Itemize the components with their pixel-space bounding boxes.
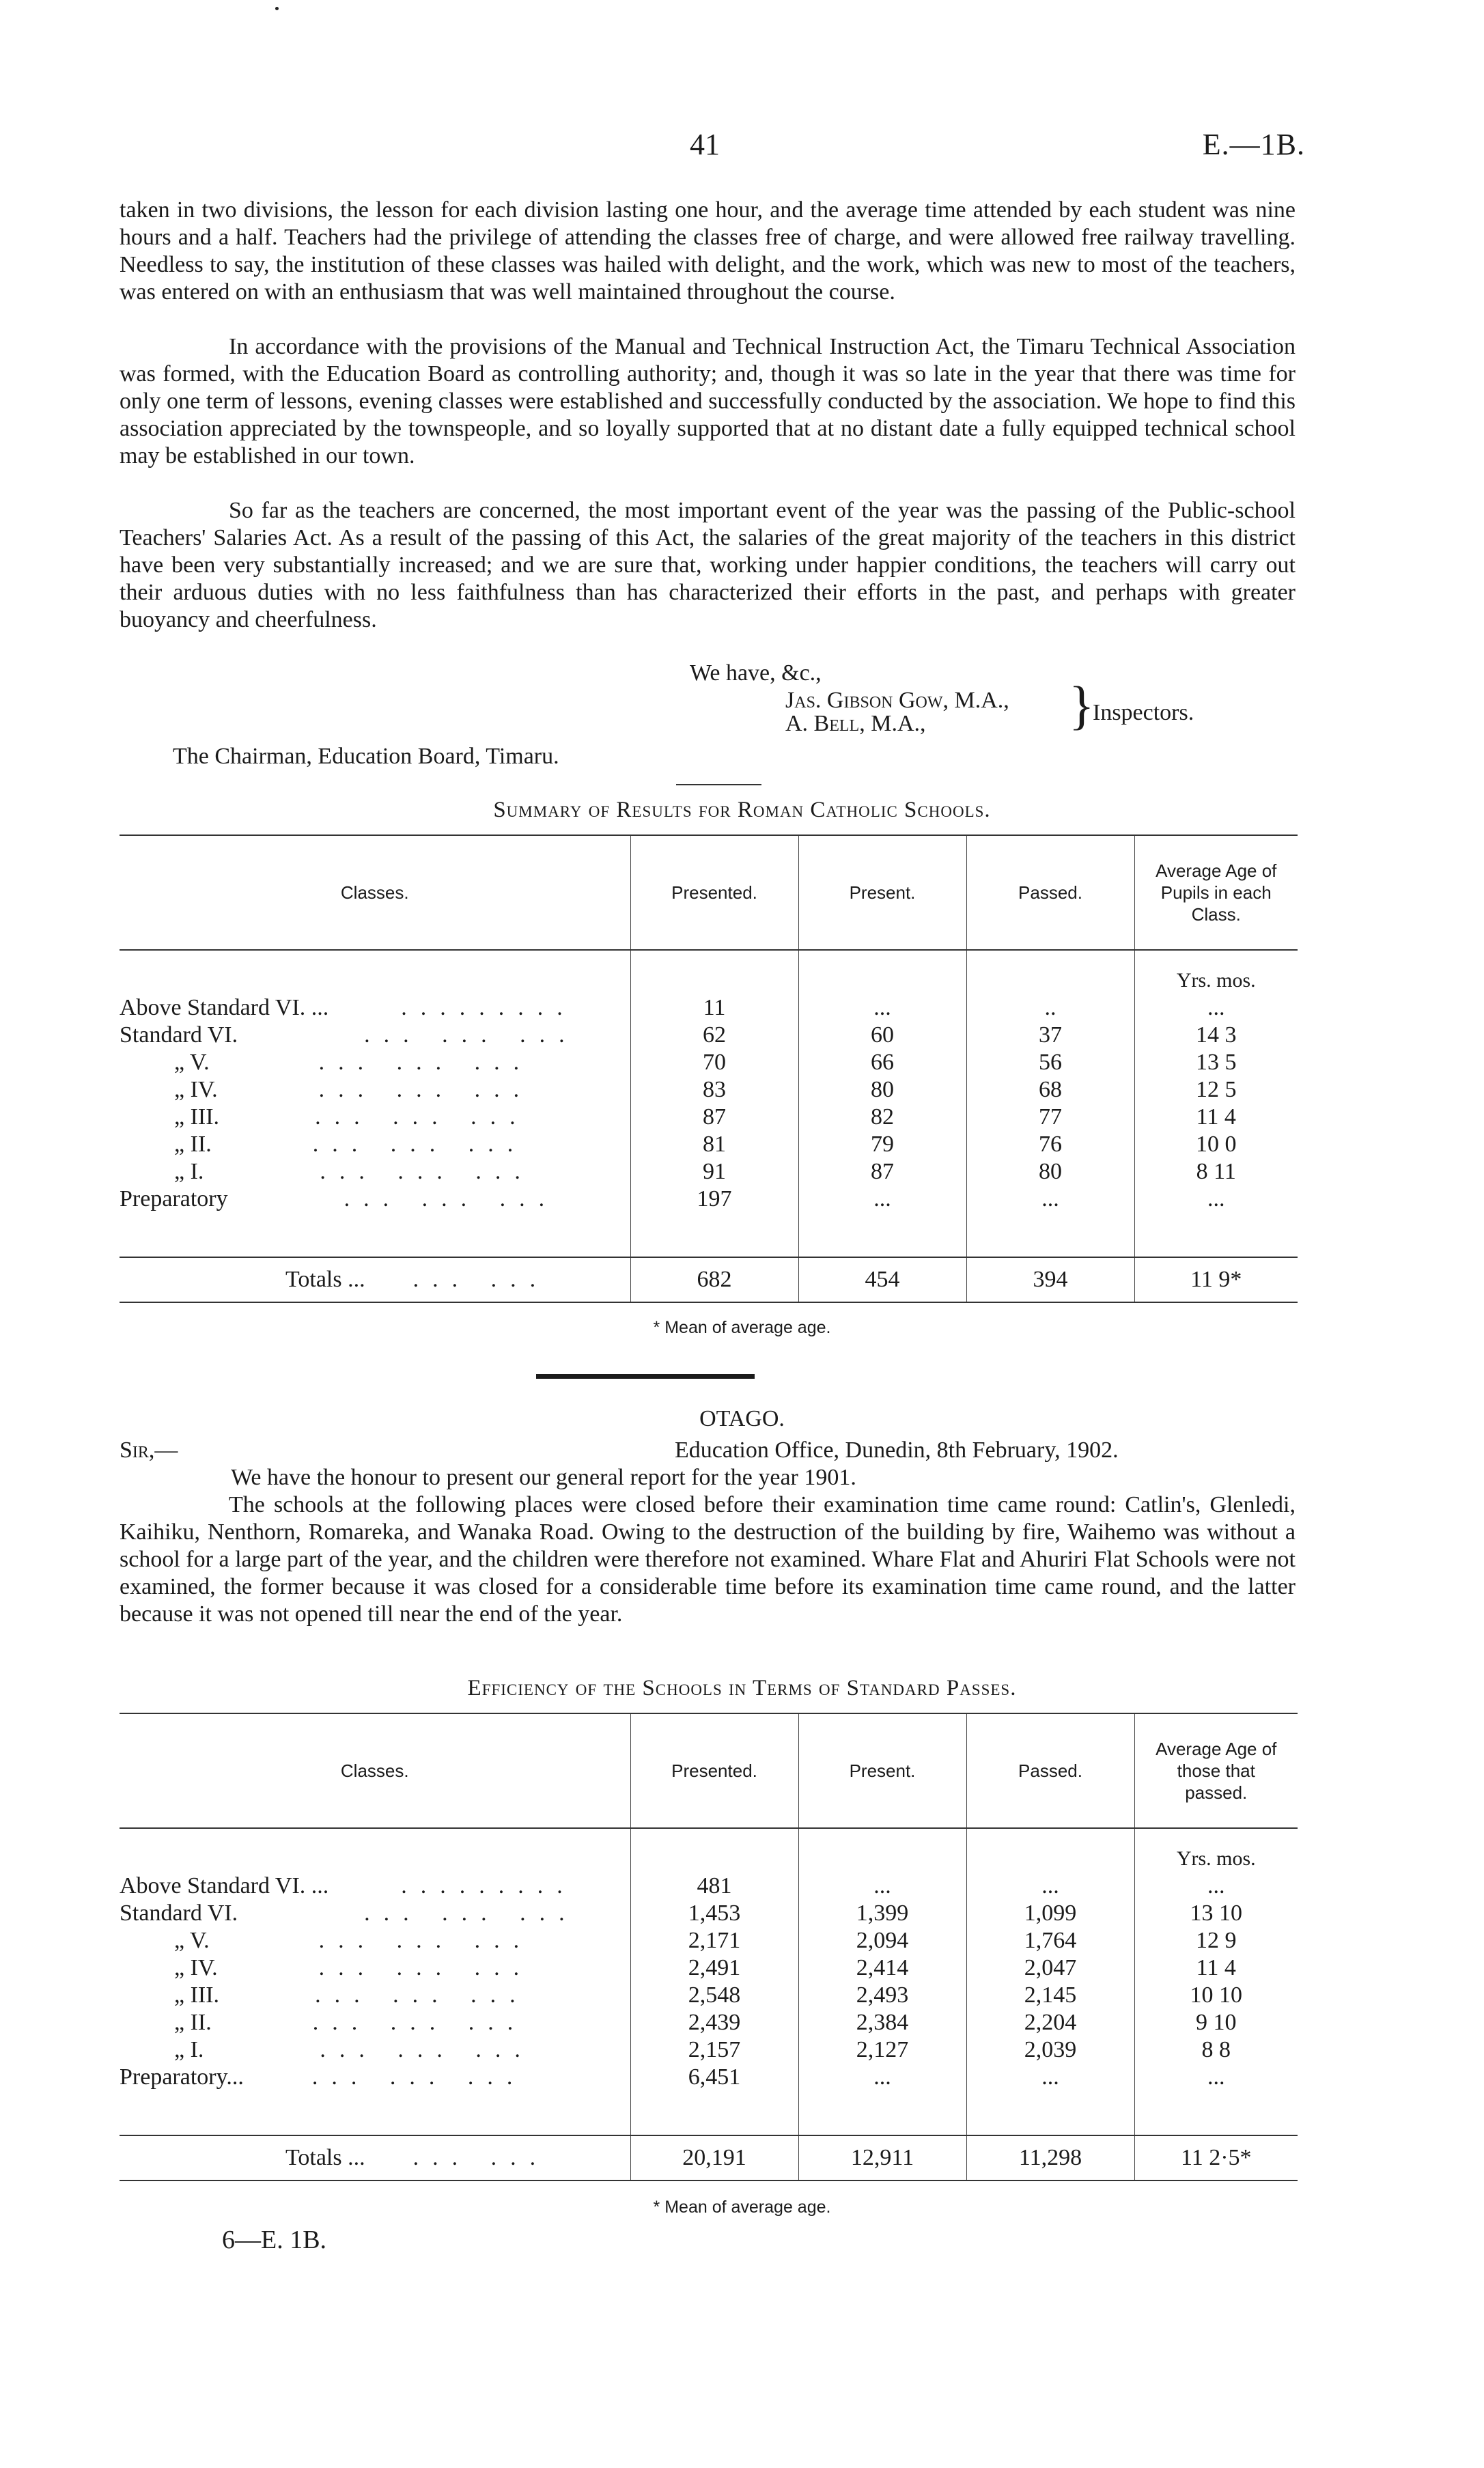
table1-footnote: * Mean of average age. bbox=[653, 1318, 831, 1337]
col-present: Present. bbox=[798, 1713, 966, 1828]
cell-present: 2,414 bbox=[798, 1954, 966, 1982]
cell-present: ... bbox=[798, 1873, 966, 1900]
cell-passed: 2,145 bbox=[966, 1982, 1134, 2009]
totals-row: Totals ... ... ... 682 454 394 11 9* bbox=[120, 1257, 1298, 1302]
cell-age: 9 10 bbox=[1134, 2009, 1298, 2036]
cell-passed: 2,204 bbox=[966, 2009, 1134, 2036]
addressee: The Chairman, Education Board, Timaru. bbox=[173, 744, 559, 769]
cell-present: 2,384 bbox=[798, 2009, 966, 2036]
dateline: Education Office, Dunedin, 8th February, 1902. bbox=[675, 1438, 1119, 1463]
row-label: „ I. bbox=[174, 1159, 204, 1184]
cell-passed: 37 bbox=[966, 1022, 1134, 1049]
row-label: „ II. bbox=[174, 2010, 212, 2035]
cell-passed: 1,099 bbox=[966, 1900, 1134, 1927]
cell-age: 8 8 bbox=[1134, 2036, 1298, 2064]
cell-passed: 68 bbox=[966, 1076, 1134, 1104]
cell-present: 66 bbox=[798, 1049, 966, 1076]
col-average-age: Average Age of those that passed. bbox=[1134, 1713, 1298, 1828]
cell-present: 79 bbox=[798, 1131, 966, 1158]
section-rule bbox=[536, 1374, 755, 1379]
table1-caption: Summary of Results for Roman Catholic Schools. bbox=[493, 798, 991, 822]
cell-present: ... bbox=[798, 2064, 966, 2091]
cell-passed: 1,764 bbox=[966, 1927, 1134, 1954]
cell-presented: 6,451 bbox=[630, 2064, 798, 2091]
cell-presented: 11 bbox=[630, 994, 798, 1022]
closing-line: We have, &c., bbox=[690, 660, 822, 686]
brace-glyph: } bbox=[1069, 675, 1095, 735]
cell-age: ... bbox=[1134, 1186, 1298, 1213]
total-age: 11 2·5* bbox=[1134, 2135, 1298, 2180]
units-label: Yrs. mos. bbox=[1134, 950, 1298, 994]
cell-presented: 481 bbox=[630, 1873, 798, 1900]
cell-presented: 83 bbox=[630, 1076, 798, 1104]
cell-age: 12 9 bbox=[1134, 1927, 1298, 1954]
cell-age: 10 0 bbox=[1134, 1131, 1298, 1158]
total-age: 11 9* bbox=[1134, 1257, 1298, 1302]
table-row: „ I. ... ... ... 91 87 80 8 11 bbox=[120, 1158, 1298, 1186]
cell-present: 2,127 bbox=[798, 2036, 966, 2064]
row-label: Above Standard VI. ... bbox=[120, 995, 329, 1020]
inspector-role: Inspectors. bbox=[1093, 700, 1194, 725]
cell-passed: .. bbox=[966, 994, 1134, 1022]
cell-presented: 2,439 bbox=[630, 2009, 798, 2036]
divider bbox=[676, 784, 761, 785]
table-row: „ IV. ... ... ... 83 80 68 12 5 bbox=[120, 1076, 1298, 1104]
col-present: Present. bbox=[798, 835, 966, 950]
page-number: 41 bbox=[690, 128, 720, 161]
total-presented: 20,191 bbox=[630, 2135, 798, 2180]
table-row: Preparatory... ... ... ... 6,451 ... ... ... bbox=[120, 2064, 1298, 2091]
cell-age: 11 4 bbox=[1134, 1954, 1298, 1982]
row-label: „ IV. bbox=[174, 1077, 218, 1102]
cell-age: 14 3 bbox=[1134, 1022, 1298, 1049]
cell-present: 1,399 bbox=[798, 1900, 966, 1927]
table-row: „ III. ... ... ... 2,548 2,493 2,145 10 10 bbox=[120, 1982, 1298, 2009]
units-label: Yrs. mos. bbox=[1134, 1828, 1298, 1873]
totals-row: Totals ... ... ... 20,191 12,911 11,298 11 2·5* bbox=[120, 2135, 1298, 2180]
cell-present: 2,493 bbox=[798, 1982, 966, 2009]
cell-presented: 1,453 bbox=[630, 1900, 798, 1927]
signature-mark: 6—E. 1B. bbox=[222, 2226, 327, 2254]
cell-presented: 2,157 bbox=[630, 2036, 798, 2064]
cell-presented: 91 bbox=[630, 1158, 798, 1186]
table-row: Preparatory ... ... ... 197 ... ... ... bbox=[120, 1186, 1298, 1213]
cell-present: ... bbox=[798, 1186, 966, 1213]
row-label: „ II. bbox=[174, 1132, 212, 1157]
row-label: Standard VI. bbox=[120, 1022, 238, 1048]
cell-age: 10 10 bbox=[1134, 1982, 1298, 2009]
cell-age: 8 11 bbox=[1134, 1158, 1298, 1186]
cell-present: 80 bbox=[798, 1076, 966, 1104]
intro-paragraph-1: taken in two divisions, the lesson for each division lasting one hour, and the average time attended by each student was nine hours and a half. Teachers had the privilege of attending the classes free of charge, and were allowed free railway travelling. Needless to say, the institution of these classes was hailed with delight, and the work, which was new to most of the teachers, was entered on with an enthusiasm that was well maintained throughout the course. bbox=[120, 197, 1296, 305]
intro-paragraph-3: So far as the teachers are concerned, the most important event of the year was the passing of the Public-school Teachers' Salaries Act. As a result of the passing of this Act, the salaries of the great majority of the teachers in this district have been very substantially increased; and we are sure that, working under happier conditions, the teachers will carry out their arduous duties with no less faithfulness than has characterized their efforts in the past, and perhaps with greater buoyancy and cheerfulness. bbox=[120, 498, 1296, 632]
col-presented: Presented. bbox=[630, 1713, 798, 1828]
col-classes: Classes. bbox=[120, 835, 630, 950]
table-row: „ V. ... ... ... 70 66 56 13 5 bbox=[120, 1049, 1298, 1076]
intro-paragraph-2: In accordance with the provisions of the Manual and Technical Instruction Act, the Timaru Technical Association was formed, with the Education Board as controlling authority; and, though it was so late in the year that there was time for only one term of lessons, evening classes were established and successfully conducted by the association. We hope to find this association appreciated by the townspeople, and so loyally supported that at no distant date a fully equipped technical school may be established in our town. bbox=[120, 334, 1296, 468]
table-row: „ III. ... ... ... 87 82 77 11 4 bbox=[120, 1104, 1298, 1131]
col-classes: Classes. bbox=[120, 1713, 630, 1828]
cell-passed: 77 bbox=[966, 1104, 1134, 1131]
cell-presented: 2,491 bbox=[630, 1954, 798, 1982]
col-presented: Presented. bbox=[630, 835, 798, 950]
cell-present: 82 bbox=[798, 1104, 966, 1131]
table1-roman-catholic-results bbox=[120, 835, 1298, 1303]
totals-label: Totals ... bbox=[285, 1267, 365, 1292]
cell-present: 87 bbox=[798, 1158, 966, 1186]
salutation: Sir,— bbox=[120, 1438, 178, 1463]
table-row: Above Standard VI. ... ......... 481 ... ... ... bbox=[120, 1873, 1298, 1900]
cell-present: 2,094 bbox=[798, 1927, 966, 1954]
row-label: „ V. bbox=[174, 1050, 210, 1075]
inspector-name-2: A. Bell, M.A., bbox=[785, 711, 926, 736]
row-label: Standard VI. bbox=[120, 1901, 238, 1926]
cell-passed: 56 bbox=[966, 1049, 1134, 1076]
row-label: „ IV. bbox=[174, 1955, 218, 1980]
cell-presented: 197 bbox=[630, 1186, 798, 1213]
inspector-name-1: Jas. Gibson Gow, M.A., bbox=[785, 688, 1009, 713]
cell-passed: ... bbox=[966, 1873, 1134, 1900]
total-present: 12,911 bbox=[798, 2135, 966, 2180]
otago-paragraph-2: The schools at the following places were closed before their examination time came round: Catlin's, Glenledi, Kaihiku, Nenthorn, Romareka, and Wanaka Road. Owing to the destruction of the building by fire, Waihemo was without a school for a large part of the year, and the children were therefore not examined. Whare Flat and Ahuriri Flat Schools were not examined, the former because it was closed for a considerable time before its examination time came round, and the latter because it was not opened till near the end of the year. bbox=[120, 1492, 1296, 1627]
cell-passed: 80 bbox=[966, 1158, 1134, 1186]
cell-age: ... bbox=[1134, 1873, 1298, 1900]
table-row: Standard VI. ... ... ... 62 60 37 14 3 bbox=[120, 1022, 1298, 1049]
total-present: 454 bbox=[798, 1257, 966, 1302]
total-passed: 394 bbox=[966, 1257, 1134, 1302]
total-passed: 11,298 bbox=[966, 2135, 1134, 2180]
cell-presented: 2,548 bbox=[630, 1982, 798, 2009]
speck bbox=[275, 7, 279, 10]
row-label: „ V. bbox=[174, 1928, 210, 1953]
cell-age: ... bbox=[1134, 994, 1298, 1022]
otago-heading: OTAGO. bbox=[699, 1406, 785, 1431]
cell-present: 60 bbox=[798, 1022, 966, 1049]
cell-presented: 87 bbox=[630, 1104, 798, 1131]
col-average-age: Average Age of Pupils in each Class. bbox=[1134, 835, 1298, 950]
cell-age: 12 5 bbox=[1134, 1076, 1298, 1104]
table-row: „ V. ... ... ... 2,171 2,094 1,764 12 9 bbox=[120, 1927, 1298, 1954]
row-label: Preparatory... bbox=[120, 2064, 244, 2090]
table2-footnote: * Mean of average age. bbox=[653, 2198, 831, 2217]
table-row: Above Standard VI. ... ......... 11 ... .. ... bbox=[120, 994, 1298, 1022]
table2-caption: Efficiency of the Schools in Terms of Standard Passes. bbox=[467, 1676, 1017, 1700]
cell-presented: 2,171 bbox=[630, 1927, 798, 1954]
row-label: „ III. bbox=[174, 1982, 220, 2008]
cell-presented: 62 bbox=[630, 1022, 798, 1049]
row-label: „ I. bbox=[174, 2037, 204, 2062]
cell-passed: ... bbox=[966, 1186, 1134, 1213]
totals-label: Totals ... bbox=[285, 2145, 365, 2170]
cell-passed: 2,039 bbox=[966, 2036, 1134, 2064]
row-label: Above Standard VI. ... bbox=[120, 1873, 329, 1898]
cell-passed: 2,047 bbox=[966, 1954, 1134, 1982]
cell-presented: 81 bbox=[630, 1131, 798, 1158]
total-presented: 682 bbox=[630, 1257, 798, 1302]
row-label: „ III. bbox=[174, 1104, 220, 1130]
cell-present: ... bbox=[798, 994, 966, 1022]
col-passed: Passed. bbox=[966, 835, 1134, 950]
cell-passed: 76 bbox=[966, 1131, 1134, 1158]
col-passed: Passed. bbox=[966, 1713, 1134, 1828]
table-row: „ I. ... ... ... 2,157 2,127 2,039 8 8 bbox=[120, 2036, 1298, 2064]
cell-passed: ... bbox=[966, 2064, 1134, 2091]
table-row: „ II. ... ... ... 81 79 76 10 0 bbox=[120, 1131, 1298, 1158]
table2-standard-passes bbox=[120, 1713, 1298, 2181]
otago-paragraph-1: We have the honour to present our general report for the year 1901. bbox=[231, 1465, 856, 1490]
table-row: „ IV. ... ... ... 2,491 2,414 2,047 11 4 bbox=[120, 1954, 1298, 1982]
table-row: Standard VI. ... ... ... 1,453 1,399 1,099 13 10 bbox=[120, 1900, 1298, 1927]
cell-age: 11 4 bbox=[1134, 1104, 1298, 1131]
cell-presented: 70 bbox=[630, 1049, 798, 1076]
row-label: Preparatory bbox=[120, 1186, 228, 1211]
cell-age: ... bbox=[1134, 2064, 1298, 2091]
table-row: „ II. ... ... ... 2,439 2,384 2,204 9 10 bbox=[120, 2009, 1298, 2036]
document-reference: E.—1B. bbox=[1202, 128, 1305, 161]
cell-age: 13 5 bbox=[1134, 1049, 1298, 1076]
cell-age: 13 10 bbox=[1134, 1900, 1298, 1927]
